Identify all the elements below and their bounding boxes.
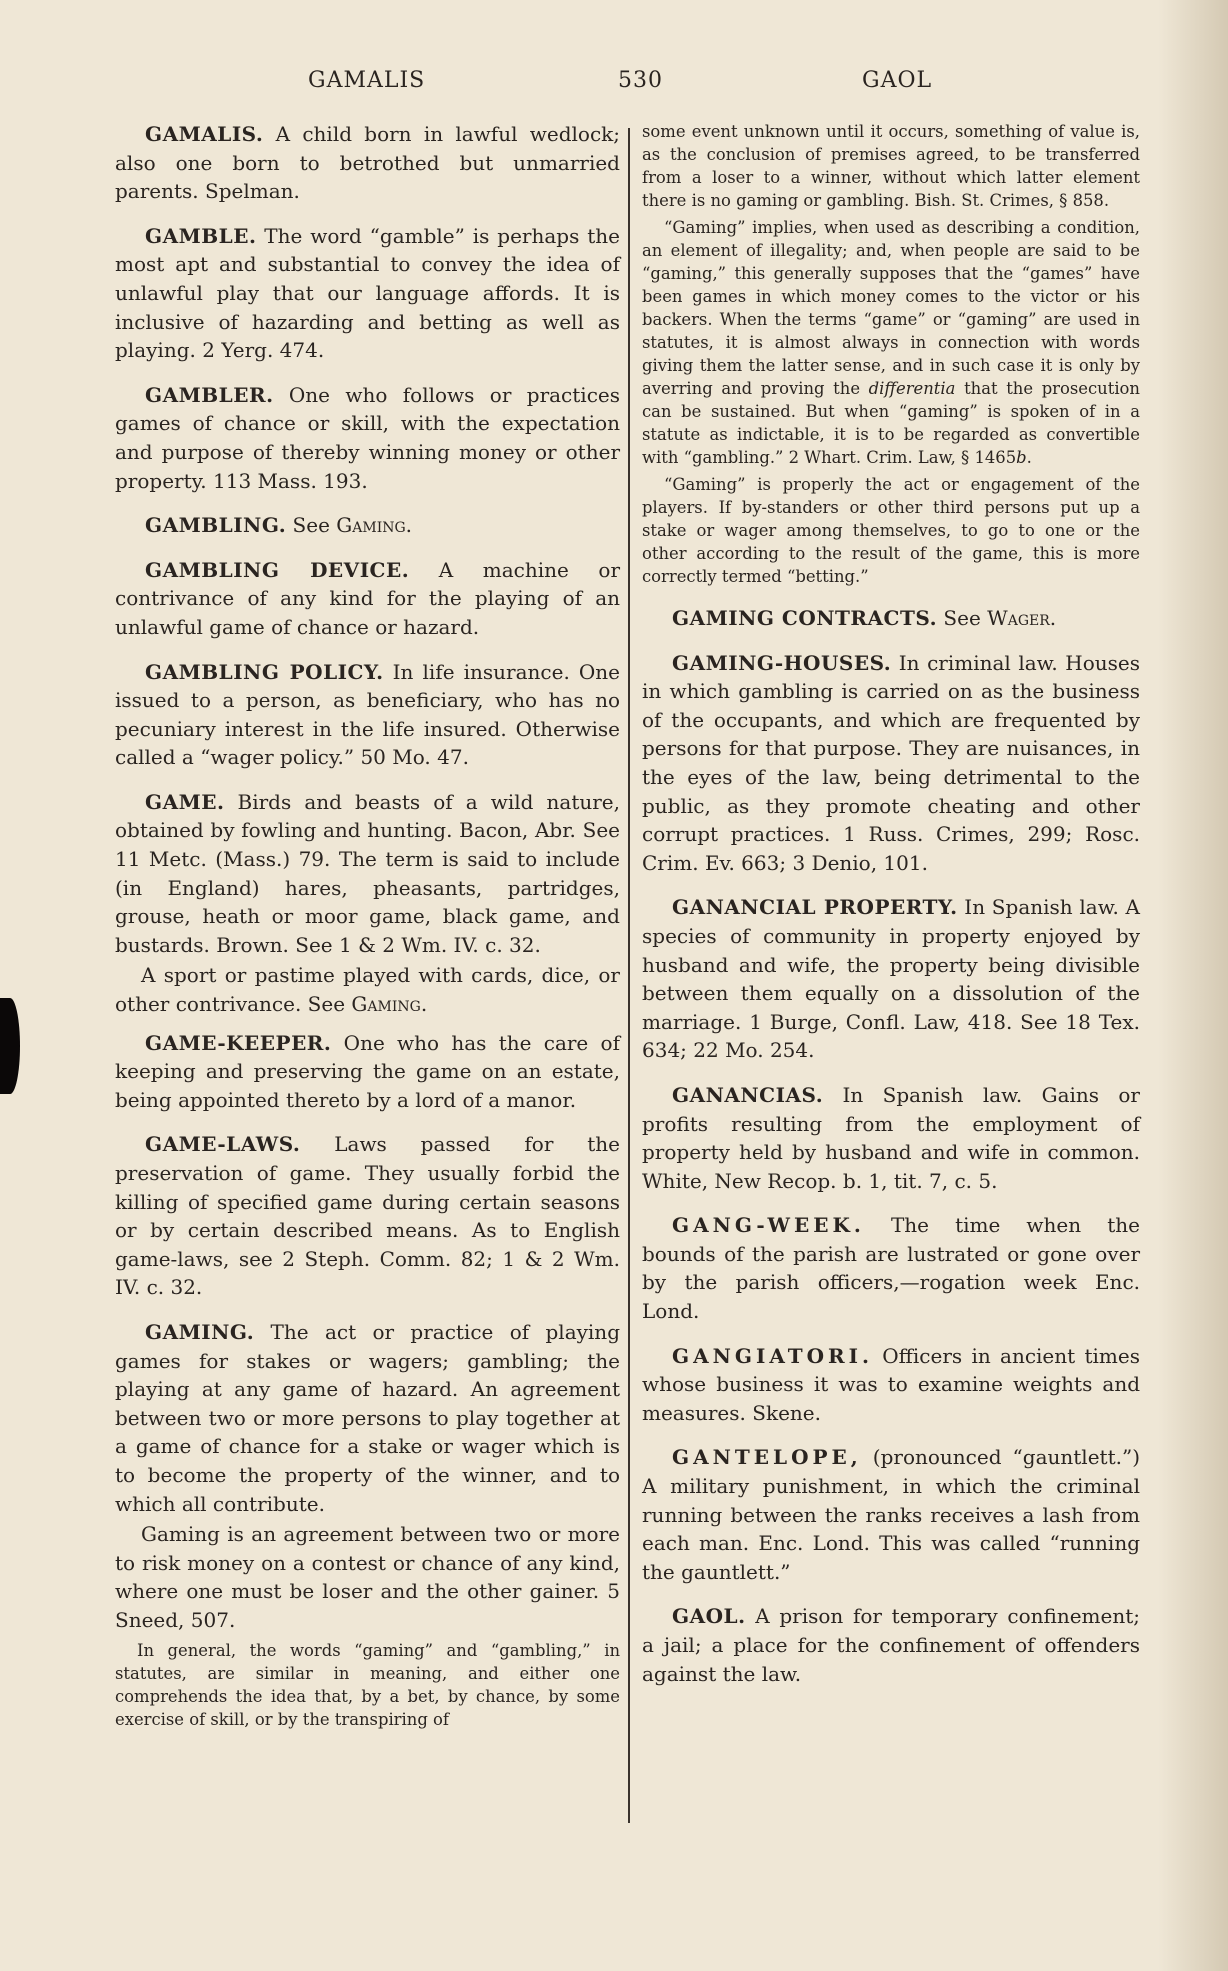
note-text: some event unknown until it occurs, something of value is, as the conclusion of premises agreed, to be transferred from a loser to a winner, without which latter element there is no gaming or gambling. Bish. St. Crimes, § 858. — [642, 122, 1140, 210]
entry-gang-week — [642, 1211, 1140, 1325]
gaming-note-betting — [642, 473, 1140, 588]
page-edge-shadow — [1158, 0, 1228, 1971]
headword: GAMBLING POLICY. — [145, 659, 384, 684]
note-text: “Gaming” implies, when used as describing a condition, an element of illegality; and, when people are said to be “gaming,” this generally supposes that the “games” have been games in which money comes to the victor or his backers. When the terms “game” or “gaming” are used in statutes, it is almost always in connection with words giving them the latter sense, and in such case it is only by averring and proving the — [642, 218, 1140, 398]
definition: A child born in lawful wedlock; also one born to betrothed but unmarried parents. Spelman. — [115, 122, 620, 204]
definition: A prison for temporary confinement; a jail; a place for the confinement of offenders against the law. — [642, 1604, 1140, 1686]
entry-game — [115, 788, 620, 960]
header-left-word: GAMALIS — [308, 68, 426, 93]
definition: (pronounced “gauntlett.”) A military punishment, in which the criminal running between the ranks receives a lash from each man. Enc. Lond. This was called “running the gauntlett.” — [642, 1445, 1140, 1584]
headword: GAME-LAWS. — [145, 1132, 301, 1157]
entry-ganancial-property — [642, 893, 1140, 1065]
headword: GANTELOPE, — [672, 1445, 862, 1470]
definition: See — [937, 606, 988, 630]
entry-gambler — [115, 381, 620, 495]
definition: The word “gamble” is perhaps the most apt and substantial to convey the idea of unlawful play that our language affords. It is inclusive of hazarding and betting as well as playing. 2 Yerg. 474. — [115, 223, 620, 363]
definition: A machine or contrivance of any kind for the playing of an unlawful game of chance or hazard. — [115, 557, 621, 639]
definition: In life insurance. One issued to a person, as beneficiary, who has no pecuniary interest in the life insured. Otherwise called a “wager policy.” 50 Mo. 47. — [115, 659, 621, 770]
punctuation: . — [1026, 448, 1032, 467]
entry-gambling — [115, 511, 620, 540]
column-divider — [628, 128, 630, 1823]
definition: The time when the bounds of the parish are lustrated or gone over by the parish officers,—rogation week Enc. Lond. — [642, 1213, 1140, 1324]
definition: One who has the care of keeping and preserving the game on an estate, being appointed thereto by a lord of a manor. — [115, 1030, 620, 1112]
entry-gambling-policy — [115, 658, 620, 772]
headword: GANANCIAS. — [672, 1082, 824, 1107]
header-right-word: GAOL — [862, 68, 933, 93]
entry-gaming-note — [115, 1639, 620, 1731]
entry-gaming — [115, 1318, 620, 1518]
entry-gamalis — [115, 120, 620, 206]
headword: GANANCIAL PROPERTY. — [672, 895, 958, 920]
cross-reference: Gaming — [336, 513, 406, 538]
italic-term: b — [1016, 448, 1027, 467]
entry-game-laws — [115, 1130, 620, 1302]
entry-gaming-continuation — [115, 1520, 620, 1634]
cross-reference: Gaming — [351, 992, 421, 1017]
definition: Gaming is an agreement between two or more to risk money on a contest or chance of any kind, where one must be loser and the other gainer. 5 Sneed, 507. — [115, 1522, 620, 1632]
gaming-note-illegality — [642, 216, 1140, 469]
headword: GAMBLING DEVICE. — [145, 557, 410, 582]
headword: GAOL. — [672, 1604, 746, 1629]
definition: Officers in ancient times whose business it was to examine weights and measures. Skene. — [642, 1343, 1140, 1425]
headword: GAMING CONTRACTS. — [672, 606, 938, 630]
entry-game-keeper — [115, 1029, 620, 1115]
definition: See — [286, 513, 337, 538]
definition: Laws passed for the preservation of game. They usually forbid the killing of specified game during certain seasons or by certain described means. As to English game-laws, see 2 Steph. Comm. 82; 1 & 2 Wm. IV. c. 32. — [115, 1132, 620, 1300]
entry-gaol — [642, 1602, 1140, 1688]
running-header — [0, 68, 1228, 108]
definition: Birds and beasts of a wild nature, obtained by fowling and hunting. Bacon, Abr. See 11 Metc. (Mass.) 79. The term is said to include (in England) hares, pheasants, partridges, grouse, heath or moor game, black game, and bustards. Brown. See 1 & 2 Wm. IV. c. 32. — [115, 789, 620, 957]
note-text: In general, the words “gaming” and “gambling,” in statutes, are similar in meaning, and either one comprehends the idea that, by a bet, by chance, by some exercise of skill, or by the transpiring of — [115, 1640, 620, 1729]
definition: In criminal law. Houses in which gambling is carried on as the business of the occupants, and which are frequented by persons for that purpose. They are nuisances, in the eyes of the law, being detrimental to the public, as they promote cheating and other corrupt practices. 1 Russ. Crimes, 299; Rosc. Crim. Ev. 663; 3 Denio, 101. — [642, 650, 1140, 875]
entry-gaming-houses — [642, 649, 1140, 878]
punctuation: . — [405, 513, 413, 538]
gaming-note-continuation — [642, 120, 1140, 212]
entry-gangiatori — [642, 1342, 1140, 1428]
italic-term: differentia — [868, 379, 956, 398]
punctuation: . — [420, 992, 428, 1017]
headword: GAMING. — [145, 1319, 255, 1344]
note-text: “Gaming” is properly the act or engagement of the players. If by-standers or other third persons put up a stake or wager among themselves, to go to one or the other according to the result of the game, this is more correctly termed “betting.” — [642, 475, 1140, 586]
definition: In Spanish law. Gains or profits resulting from the employment of property held by husband and wife in common. White, New Recop. b. 1, tit. 7, c. 5. — [642, 1082, 1140, 1193]
headword: GAME-KEEPER. — [145, 1030, 332, 1055]
cross-reference: Wager — [987, 606, 1050, 630]
entry-game-continuation — [115, 961, 620, 1018]
headword: GAMBLER. — [145, 382, 274, 407]
definition: One who follows or practices games of chance or skill, with the expectation and purpose of thereby winning money or other property. 113 Mass. 193. — [115, 382, 620, 493]
punctuation: . — [1049, 606, 1057, 630]
definition: In Spanish law. A species of community in property enjoyed by husband and wife, the property being divisible between them equally on a dissolution of the marriage. 1 Burge, Confl. Law, 418. See 18 Tex. 634; 22 Mo. 254. — [642, 895, 1140, 1063]
entry-gambling-device — [115, 556, 620, 642]
note-text: that the prosecution can be sustained. But when “gaming” is spoken of in a statute as indictable, it is to be regarded as convertible with “gambling.” 2 Whart. Crim. Law, § 1465 — [642, 379, 1140, 467]
headword: GAMBLE. — [145, 223, 257, 248]
headword: GAMBLING. — [145, 513, 287, 538]
headword: GANGIATORI. — [672, 1343, 873, 1368]
left-column — [115, 120, 620, 1735]
entry-gamble — [115, 222, 620, 365]
headword: GAMALIS. — [145, 122, 264, 146]
headword: GANG-WEEK. — [672, 1213, 865, 1238]
entry-gaming-contracts — [642, 604, 1140, 633]
entry-gantelope — [642, 1443, 1140, 1586]
headword: GAME. — [145, 789, 225, 814]
definition: The act or practice of playing games for stakes or wagers; gambling; the playing at any game of hazard. An agreement between two or more persons to play together at a game of chance for a stake or wager which is to become the property of the winner, and to which all contribute. — [115, 1319, 620, 1516]
right-column — [642, 120, 1140, 1704]
definition: A sport or pastime played with cards, dice, or other contrivance. See — [115, 963, 620, 1017]
headword: GAMING-HOUSES. — [672, 650, 892, 675]
entry-ganancias — [642, 1081, 1140, 1195]
ink-blot — [0, 998, 20, 1094]
page-number: 530 — [618, 68, 663, 93]
